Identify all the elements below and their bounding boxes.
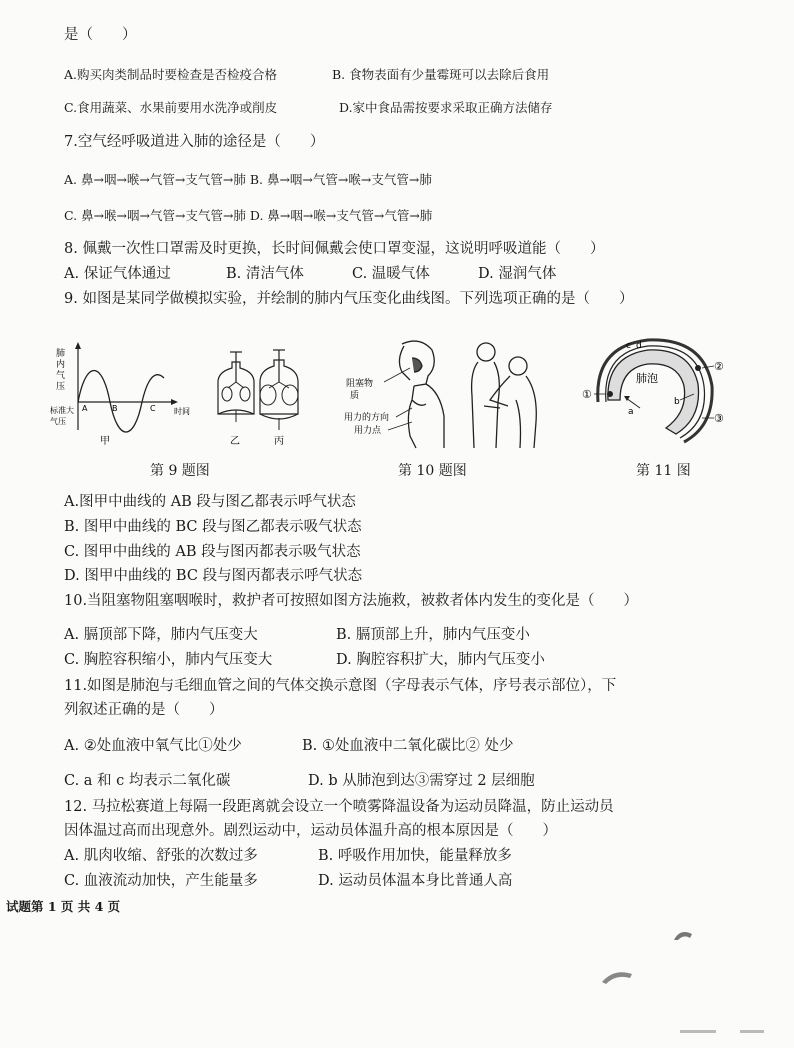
fig11-label-a: a	[628, 407, 634, 417]
scan-speck	[600, 966, 636, 986]
q10-option-c: C. 胸腔容积缩小，肺内气压变大	[64, 652, 273, 668]
fig11-caption: 第 11 图	[636, 463, 691, 479]
fig10-force-direction-label: 用力的方向	[344, 413, 390, 423]
scan-mark	[740, 1030, 764, 1033]
q9-option-a: A.图甲中曲线的 AB 段与图乙都表示呼气状态	[64, 494, 356, 510]
q10-stem: 10.当阻塞物阻塞咽喉时，救护者可按照如图方法施救，被救者体内发生的变化是（ ）	[64, 593, 639, 609]
fig11-label-3: ③	[714, 412, 724, 425]
fig9-point-a: A	[82, 404, 88, 413]
q11-option-c: C. a 和 c 均表示二氧化碳	[64, 773, 231, 789]
q10-option-a: A. 膈顶部下降，肺内气压变大	[64, 627, 258, 643]
q6-option-b: B. 食物表面有少量霉斑可以去除后食用	[332, 67, 550, 82]
scan-speck	[672, 928, 696, 944]
fig11-label-b: b	[674, 397, 680, 407]
q11-option-a: A. ②处血液中氧气比①处少	[64, 738, 242, 754]
q12-option-b: B. 呼吸作用加快，能量释放多	[318, 848, 512, 864]
q6-option-a: A.购买肉类制品时要检查是否检疫合格	[64, 67, 278, 82]
fig11-alveolus-capillary	[598, 340, 712, 442]
q12-option-c: C. 血液流动加快，产生能量多	[64, 873, 258, 889]
fig9-label-yi: 乙	[230, 436, 240, 447]
fig11-label-2: ②	[714, 360, 724, 373]
figure-10	[340, 336, 550, 452]
q12-option-d: D. 运动员体温本身比普通人高	[318, 873, 513, 889]
fig9-pressure-curve	[78, 371, 164, 433]
q10-option-b: B. 膈顶部上升，肺内气压变小	[336, 627, 530, 643]
fig9-ylabel-char: 内	[56, 360, 66, 370]
q8-option-d: D. 湿润气体	[478, 266, 557, 282]
q12-option-a: A. 肌肉收缩、舒张的次数过多	[64, 848, 258, 864]
fig9-caption: 第 9 题图	[150, 463, 210, 479]
figure-9	[50, 338, 314, 450]
q7-options-cd: C. 鼻→喉→咽→气管→支气管→肺 D. 鼻→咽→喉→支气管→气管→肺	[64, 208, 433, 223]
q11-option-d: D. b 从肺泡到达③需穿过 2 层细胞	[308, 773, 535, 789]
q12-stem-line-1: 12. 马拉松赛道上每隔一段距离就会设立一个喷雾降温设备为运动员降温，防止运动员	[64, 799, 614, 815]
fig9-point-b: B	[112, 404, 118, 413]
page-footer: 试题第 1 页 共 4 页	[6, 899, 121, 914]
fig10-caption: 第 10 题图	[398, 463, 467, 479]
figure-11	[580, 338, 730, 448]
q11-stem-line-2: 列叙述正确的是（ ）	[64, 702, 224, 718]
fig9-std-pressure-label: 气压	[50, 417, 66, 426]
q11-stem-line-1: 11.如图是肺泡与毛细血管之间的气体交换示意图（字母表示气体，序号表示部位），下	[64, 678, 617, 694]
fig9-std-pressure-label: 标准大	[50, 406, 74, 415]
q9-option-c: C. 图甲中曲线的 AB 段与图丙都表示吸气状态	[64, 544, 361, 560]
q11-option-b: B. ①处血液中二氧化碳比② 处少	[302, 738, 514, 754]
q7-stem: 7.空气经呼吸道进入肺的途径是（ ）	[64, 134, 325, 150]
fig9-ylabel-char: 气	[56, 371, 66, 381]
fig9-bell-jar-yi	[218, 352, 254, 422]
q12-stem-line-2: 因体温过高而出现意外。剧烈运动中，运动员体温升高的根本原因是（ ）	[64, 823, 557, 839]
fig10-force-point-label: 用力点	[354, 426, 382, 436]
q6-option-c: C.食用蔬菜、水果前要用水洗净或削皮	[64, 100, 278, 115]
fig10-rescuer-illustration	[472, 343, 537, 448]
fig9-ylabel-char: 肺	[56, 349, 66, 359]
fig10-obstacle-label: 阻塞物	[346, 379, 374, 389]
fig11-label-d: d	[636, 341, 642, 351]
q8-option-b: B. 清洁气体	[226, 266, 304, 282]
q9-option-b: B. 图甲中曲线的 BC 段与图乙都表示吸气状态	[64, 519, 362, 535]
fig10-obstacle-label-2: 质	[350, 391, 360, 401]
q7-options-ab: A. 鼻→咽→喉→气管→支气管→肺 B. 鼻→咽→气管→喉→支气管→肺	[64, 172, 432, 187]
q8-stem: 8. 佩戴一次性口罩需及时更换，长时间佩戴会使口罩变湿，这说明呼吸道能（ ）	[64, 241, 605, 257]
scan-mark	[680, 1030, 716, 1033]
fig11-label-c: c	[626, 341, 631, 351]
fig9-bell-jar-bing	[260, 350, 298, 430]
q6-option-d: D.家中食品需按要求采取正确方法储存	[339, 100, 553, 115]
fig9-x-label: 时间	[174, 407, 190, 416]
fig11-label-1: ①	[582, 388, 592, 401]
fig9-label-bing: 丙	[274, 436, 284, 447]
q8-option-a: A. 保证气体通过	[64, 266, 171, 282]
q8-option-c: C. 温暖气体	[352, 266, 430, 282]
fig9-label-jia: 甲	[100, 436, 110, 447]
q9-option-d: D. 图甲中曲线的 BC 段与图丙都表示呼气状态	[64, 568, 363, 584]
q9-stem: 9. 如图是某同学做模拟实验，并绘制的肺内气压变化曲线图。下列选项正确的是（ ）	[64, 291, 634, 307]
fig10-victim-illustration	[399, 341, 444, 448]
fig11-alveolus-label: 肺泡	[636, 372, 658, 385]
q10-option-d: D. 胸腔容积扩大，肺内气压变小	[336, 652, 545, 668]
fig9-ylabel-char: 压	[56, 382, 66, 392]
fig9-point-c: C	[150, 404, 156, 413]
q6-tail: 是（ ）	[64, 27, 137, 43]
